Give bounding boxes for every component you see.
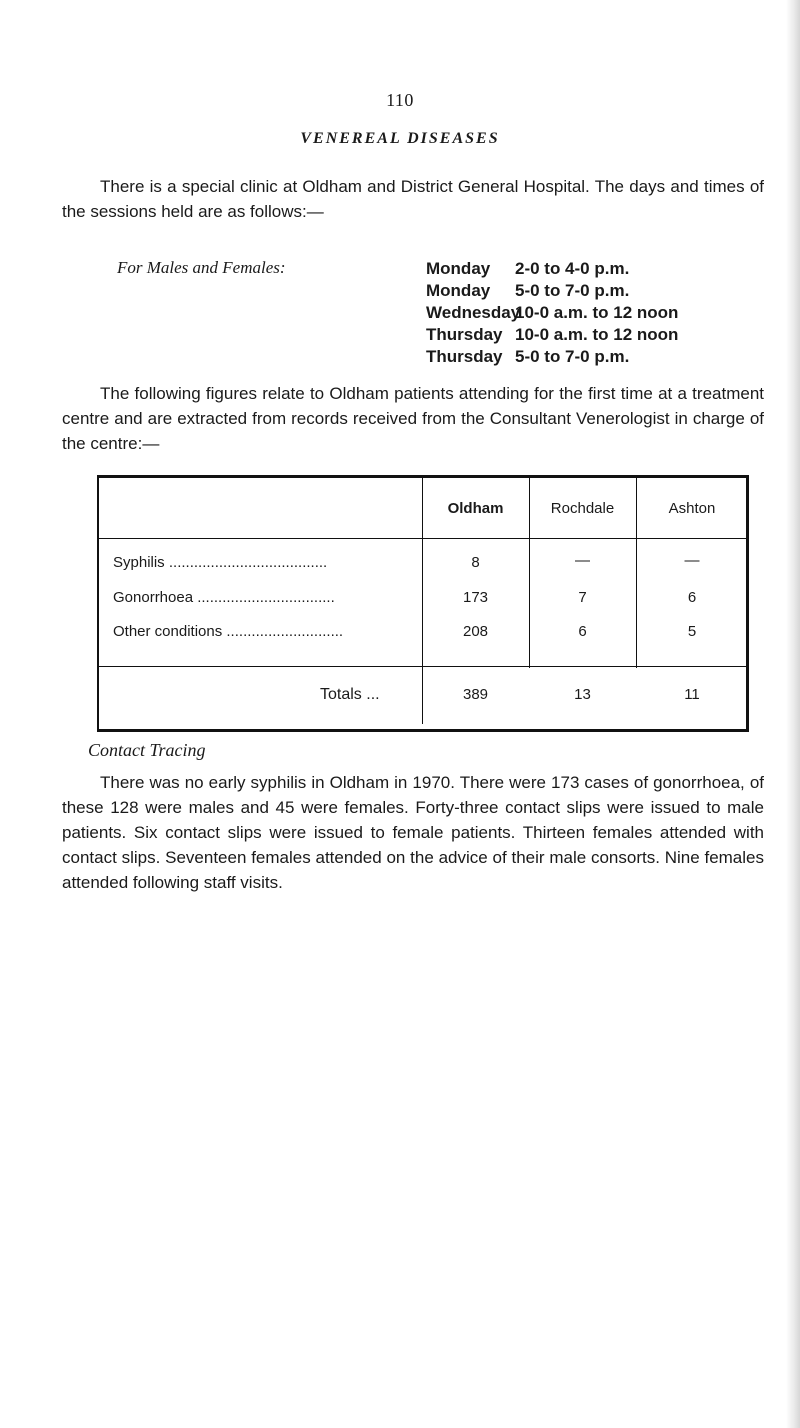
table-cell: —: [575, 552, 590, 569]
subheading-contact-tracing: Contact Tracing: [88, 740, 206, 760]
table-cell: 173: [462, 589, 489, 606]
schedule-time: 10-0 a.m. to 12 noon: [515, 325, 679, 344]
schedule-day: Monday: [426, 259, 491, 278]
column-header-ashton: Ashton: [668, 500, 716, 517]
schedule-day: Thursday: [426, 347, 503, 366]
header-rule: [99, 538, 746, 539]
schedule-row: [426, 280, 678, 302]
schedule-day: Thursday: [426, 325, 503, 344]
table-cell: 5: [687, 623, 697, 640]
schedule-time: 5-0 to 7-0 p.m.: [515, 347, 630, 366]
page-number: 110: [386, 90, 414, 110]
statistics-table: [97, 475, 749, 732]
schedule-row: [426, 346, 678, 368]
row-label-other-conditions: Other conditions ............................: [113, 623, 344, 640]
table-cell: 8: [471, 554, 480, 571]
schedule-row: [426, 302, 678, 324]
table-cell: 6: [578, 623, 587, 640]
intro-paragraph: There is a special clinic at Oldham and District General Hospital. The days and times of the sessions held are as follows:—: [62, 177, 764, 221]
table-cell: 6: [687, 589, 697, 606]
row-label-gonorrhoea: Gonorrhoea .................................: [113, 589, 335, 606]
column-header-rochdale: Rochdale: [550, 500, 615, 517]
schedule-day: Wednesday: [426, 303, 521, 322]
total-cell: 11: [684, 686, 700, 703]
section-heading: VENEREAL DISEASES: [300, 130, 500, 147]
schedule-time: 5-0 to 7-0 p.m.: [515, 281, 630, 300]
schedule-label: For Males and Females:: [117, 258, 286, 277]
contact-tracing-paragraph: There was no early syphilis in Oldham in 1970. There were 173 cases of gonorrhoea, of these 128 were males and 45 were females. Forty-three contact slips were issued to male patients. Six contact slips were issued to female patients. Thirteen females attended with contact slips. Seventeen females attended on the advice of their male consorts. Nine females attended following staff visits.: [62, 773, 764, 892]
page-edge-shadow: [786, 0, 800, 1428]
total-cell: 13: [574, 686, 591, 703]
row-label-syphilis: Syphilis ......................................: [113, 554, 328, 571]
schedule-time: 2-0 to 4-0 p.m.: [515, 259, 630, 278]
schedule-row: [426, 258, 678, 280]
totals-rule: [99, 666, 746, 667]
schedule-time: 10-0 a.m. to 12 noon: [515, 303, 679, 322]
figures-paragraph: The following figures relate to Oldham patients attending for the first time at a treatment centre and are extracted from records received from the Consultant Venerologist in charge of the centre:—: [62, 384, 764, 453]
table-cell: —: [684, 552, 700, 569]
schedule-day: Monday: [426, 281, 491, 300]
table-cell: 208: [462, 623, 489, 640]
schedule-row: [426, 324, 678, 346]
schedule-list: [426, 258, 678, 368]
column-header-oldham: Oldham: [447, 500, 504, 517]
totals-label: Totals ...: [320, 686, 380, 703]
table-cell: 7: [578, 589, 587, 606]
total-cell: 389: [462, 686, 489, 703]
